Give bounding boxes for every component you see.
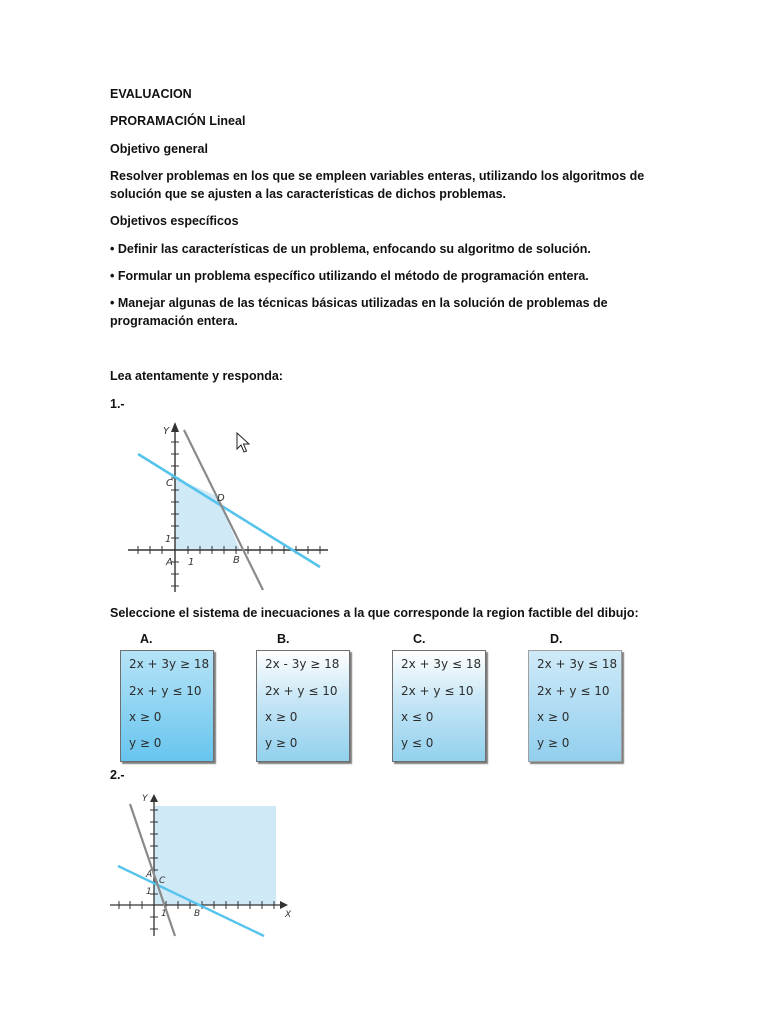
inequality: y ≥ 0 [265, 736, 298, 750]
x-axis-arrow [280, 901, 288, 909]
general-objective-heading: Objetivo general [110, 142, 208, 156]
inequality: x ≥ 0 [129, 710, 162, 724]
point-c-label: C [166, 478, 173, 489]
option-a-box[interactable] [120, 650, 214, 762]
objective-item: • Manejar algunas de las técnicas básicas utilizadas en la solución de problemas de programación entera. [110, 296, 608, 328]
point-b-label: B [233, 555, 240, 566]
feasible-region [175, 478, 240, 550]
inequality: 2x + y ≤ 10 [265, 684, 338, 698]
inequality: y ≥ 0 [537, 736, 570, 750]
point-b-label: B [194, 909, 201, 919]
inequality: x ≥ 0 [537, 710, 570, 724]
specific-objectives-heading: Objetivos específicos [110, 214, 239, 228]
inequality: 2x + y ≤ 10 [129, 684, 202, 698]
question-1-prompt: Seleccione el sistema de inecuaciones a la que corresponde la region factible del dibujo: [110, 606, 639, 620]
inequality: 2x - 3y ≥ 18 [265, 657, 340, 671]
question-1-graph [118, 420, 333, 600]
option-d-letter: D. [550, 632, 563, 646]
y-tick-one-label: 1 [146, 887, 152, 897]
x-tick-one-label: 1 [188, 557, 195, 568]
inequality: 2x + y ≤ 10 [537, 684, 610, 698]
point-d-label: D [217, 493, 225, 504]
y-axis-label: Y [142, 794, 148, 804]
x-axis-label: X [285, 910, 292, 920]
inequality: 2x + 3y ≥ 18 [129, 657, 210, 671]
option-d-box[interactable] [528, 650, 622, 762]
inequality: y ≤ 0 [401, 736, 434, 750]
point-c-label: C [159, 876, 166, 886]
inequality: y ≥ 0 [129, 736, 162, 750]
feasible-region [154, 806, 276, 905]
mouse-cursor-icon [236, 432, 250, 454]
inequality: 2x + 3y ≤ 18 [537, 657, 618, 671]
option-c-box[interactable] [392, 650, 486, 762]
objective-item: • Formular un problema específico utilizando el método de programación entera. [110, 269, 589, 283]
objective-item: • Definir las características de un problema, enfocando su algoritmo de solución. [110, 242, 591, 256]
inequality: x ≤ 0 [401, 710, 434, 724]
option-b-box[interactable] [256, 650, 350, 762]
option-a-letter: A. [140, 632, 153, 646]
point-a-label: A [166, 557, 173, 568]
inequality: 2x + 3y ≤ 18 [401, 657, 482, 671]
general-objective-text: Resolver problemas en los que se empleen variables enteras, utilizando los algoritmos de solución que se ajusten a las características de dichos problemas. [110, 169, 645, 201]
document-title: EVALUACION [110, 87, 192, 101]
y-axis-arrow [171, 422, 179, 432]
inequality: 2x + y ≤ 10 [401, 684, 474, 698]
subject-title: PRORAMACIÓN Lineal [110, 114, 246, 128]
y-axis-label: Y [163, 426, 170, 437]
question-2-number: 2.- [110, 768, 125, 782]
y-axis-arrow [150, 794, 158, 802]
x-tick-one-label: 1 [161, 909, 167, 919]
inequality: x ≥ 0 [265, 710, 298, 724]
option-c-letter: C. [413, 632, 426, 646]
question-2-graph [104, 790, 304, 942]
point-a-label: A [146, 870, 153, 880]
option-b-letter: B. [277, 632, 290, 646]
question-1-number: 1.- [110, 397, 125, 411]
y-tick-one-label: 1 [165, 534, 172, 545]
instruction-text: Lea atentamente y responda: [110, 369, 283, 383]
